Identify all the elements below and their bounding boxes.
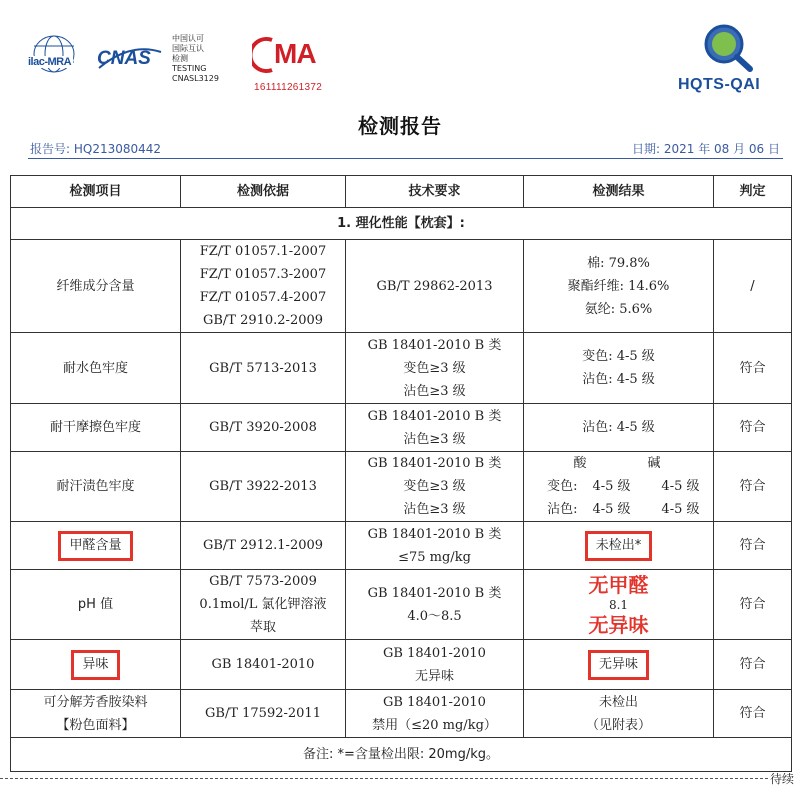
- row-requirement: [346, 640, 524, 690]
- row-basis: GB/T 2912.1-2009: [181, 522, 346, 570]
- result-header-line: [524, 452, 713, 475]
- result-line: [524, 498, 713, 521]
- requirement-line: 变色≥3 级: [403, 360, 466, 376]
- cnas-line: CNASL3129: [172, 74, 219, 83]
- odor-highlight: 异味: [71, 650, 119, 680]
- requirement-line: GB 18401-2010: [383, 694, 486, 710]
- table-row: [11, 522, 792, 570]
- row-result: [524, 240, 714, 333]
- row-result: [524, 570, 714, 640]
- result-acid: 4-5 级: [592, 502, 631, 517]
- table-row: [11, 240, 792, 333]
- alkali-header: 碱: [647, 456, 661, 471]
- requirement-line: GB 18401-2010 B 类: [367, 456, 502, 471]
- no-odor-highlight: 无异味: [588, 650, 649, 680]
- ph-value: 8.1: [608, 597, 629, 612]
- requirement-line: GB 18401-2010: [383, 645, 486, 661]
- not-detected-highlight: 未检出*: [585, 531, 653, 561]
- table-header-row: [11, 176, 792, 208]
- row-result: 沾色: 4-5 级: [524, 404, 714, 452]
- basis-line: FZ/T 01057.1-2007: [199, 244, 327, 259]
- row-verdict: 符合: [714, 404, 792, 452]
- report-date: 日期: 2021 年 08 月 06 日: [631, 142, 780, 156]
- basis-line: FZ/T 01057.4-2007: [199, 290, 327, 305]
- row-basis: GB/T 3922-2013: [181, 452, 346, 522]
- row-verdict: 符合: [714, 452, 792, 522]
- basis-line: GB/T 2910.2-2009: [202, 313, 324, 328]
- result-line: 沾色: 4-5 级: [582, 372, 655, 387]
- header-verdict: 判定: [714, 176, 792, 208]
- row-requirement: [346, 522, 524, 570]
- acid-header: 酸: [573, 456, 587, 471]
- requirement-line: 沾色≥3 级: [403, 383, 466, 399]
- row-requirement: [346, 570, 524, 640]
- header-basis: 检测依据: [181, 176, 346, 208]
- result-line: 氨纶: 5.6%: [584, 301, 653, 317]
- cma-logo: [252, 36, 332, 76]
- table-row: [11, 452, 792, 522]
- table-row: [11, 333, 792, 404]
- requirement-line: ≤75 mg/kg: [398, 549, 471, 565]
- cnas-line: 国际互认: [172, 44, 204, 53]
- table-note: 备注: *=含量检出限: 20mg/kg。: [11, 738, 792, 772]
- row-verdict: /: [714, 240, 792, 333]
- header-divider: [28, 158, 783, 159]
- header-requirement: 技术要求: [346, 176, 524, 208]
- row-result: [524, 452, 714, 522]
- item-line: 【粉色面料】: [56, 717, 135, 733]
- hqts-label: HQTS-QAI: [678, 76, 761, 93]
- ilac-label: ilac-MRA: [28, 56, 72, 68]
- no-formaldehyde-annotation: 无甲醛: [588, 572, 649, 597]
- requirement-line: 无异味: [414, 668, 454, 684]
- page-title: 检测报告: [358, 114, 442, 138]
- cnas-info: [172, 34, 219, 84]
- row-verdict: 符合: [714, 640, 792, 690]
- table-row: [11, 570, 792, 640]
- cnas-label: CNAS: [97, 48, 151, 69]
- row-requirement: GB/T 29862-2013: [346, 240, 524, 333]
- requirement-line: 变色≥3 级: [403, 479, 466, 494]
- row-requirement: [346, 404, 524, 452]
- table-row: [11, 690, 792, 738]
- row-requirement: [346, 452, 524, 522]
- cma-label: MA: [274, 38, 316, 69]
- header-item: 检测项目: [11, 176, 181, 208]
- test-results-table: [10, 175, 792, 772]
- requirement-line: 禁用（≤20 mg/kg）: [372, 717, 497, 733]
- cnas-line: TESTING: [172, 64, 207, 73]
- cnas-line: 中国认可: [172, 34, 204, 43]
- basis-line: 萃取: [249, 620, 276, 635]
- row-basis: GB/T 5713-2013: [181, 333, 346, 404]
- basis-line: GB/T 7573-2009: [209, 574, 317, 589]
- result-line: 未检出: [598, 694, 638, 710]
- cnas-logo: [95, 38, 165, 78]
- row-item: 耐水色牢度: [11, 333, 181, 404]
- cnas-line: 检测: [172, 54, 188, 63]
- magnifier-globe-icon: [700, 22, 756, 72]
- row-result: [524, 640, 714, 690]
- basis-line: 0.1mol/L 氯化钾溶液: [199, 597, 327, 612]
- row-verdict: 符合: [714, 570, 792, 640]
- result-alkali: 4-5 级: [661, 479, 700, 494]
- basis-line: FZ/T 01057.3-2007: [199, 267, 327, 282]
- row-item: [11, 640, 181, 690]
- row-item: 纤维成分含量: [11, 240, 181, 333]
- row-result: [524, 522, 714, 570]
- result-line: （见附表）: [585, 717, 651, 733]
- row-requirement: [346, 690, 524, 738]
- row-item: [11, 690, 181, 738]
- row-verdict: 符合: [714, 690, 792, 738]
- row-item: pH 值: [11, 570, 181, 640]
- row-result: [524, 333, 714, 404]
- requirement-line: 4.0～8.5: [407, 608, 462, 624]
- row-item: 耐汗渍色牢度: [11, 452, 181, 522]
- result-line: 聚酯纤维: 14.6%: [567, 278, 670, 294]
- row-basis: GB/T 17592-2011: [181, 690, 346, 738]
- row-basis: GB/T 3920-2008: [181, 404, 346, 452]
- report-number: 报告号: HQ213080442: [30, 142, 162, 156]
- row-basis: [181, 240, 346, 333]
- result-acid: 4-5 级: [592, 479, 631, 494]
- table-row: [11, 640, 792, 690]
- ilac-mra-logo: [22, 34, 86, 78]
- result-line: 变色: 4-5 级: [582, 349, 655, 364]
- section-title: 1. 理化性能【枕套】:: [11, 208, 792, 240]
- item-line: 可分解芳香胺染料: [43, 694, 148, 710]
- header-result: 检测结果: [524, 176, 714, 208]
- page-continue-divider: [0, 778, 768, 779]
- result-line: [524, 475, 713, 498]
- row-verdict: 符合: [714, 333, 792, 404]
- row-verdict: 符合: [714, 522, 792, 570]
- row-basis: [181, 570, 346, 640]
- requirement-line: GB 18401-2010 B 类: [367, 526, 502, 542]
- section-row: [11, 208, 792, 240]
- requirement-line: GB 18401-2010 B 类: [367, 585, 502, 601]
- requirement-line: GB 18401-2010 B 类: [367, 408, 502, 424]
- result-label: 沾色:: [547, 502, 578, 517]
- formaldehyde-highlight: 甲醛含量: [58, 531, 132, 561]
- row-item: 耐干摩擦色牢度: [11, 404, 181, 452]
- result-label: 变色:: [547, 479, 578, 494]
- result-line: 棉: 79.8%: [587, 255, 650, 271]
- requirement-line: 沾色≥3 级: [403, 431, 466, 447]
- result-alkali: 4-5 级: [661, 502, 700, 517]
- requirement-line: 沾色≥3 级: [403, 502, 466, 517]
- note-row: [11, 738, 792, 772]
- table-row: [11, 404, 792, 452]
- hqts-logo: [678, 22, 778, 97]
- requirement-line: GB 18401-2010 B 类: [367, 337, 502, 353]
- cma-number: 161111261372: [254, 82, 323, 93]
- continued-label: 待续: [769, 772, 794, 786]
- row-item: [11, 522, 181, 570]
- row-result: [524, 690, 714, 738]
- row-requirement: [346, 333, 524, 404]
- no-odor-annotation: 无异味: [588, 612, 649, 637]
- row-basis: GB 18401-2010: [181, 640, 346, 690]
